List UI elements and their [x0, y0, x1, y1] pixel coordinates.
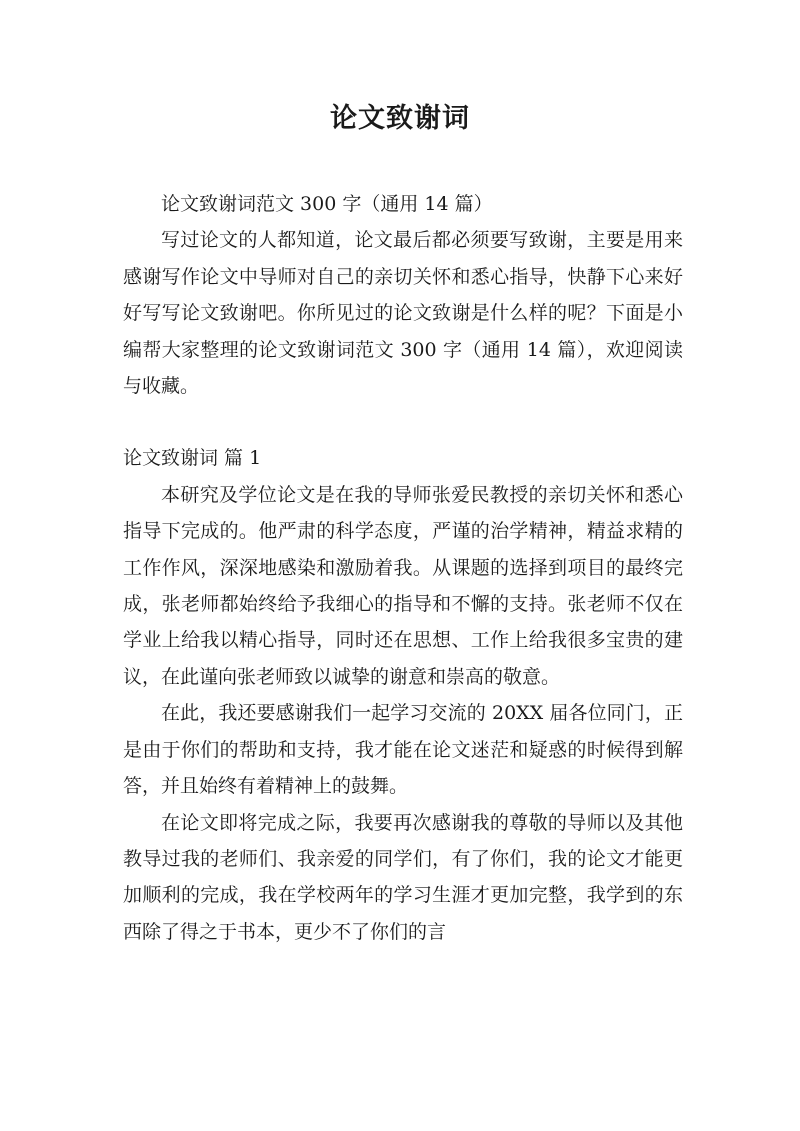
body-paragraph-1: 本研究及学位论文是在我的导师张爱民教授的亲切关怀和悉心指导下完成的。他严肃的科学态度，严谨的治学精神，精益求精的工作作风，深深地感染和激励着我。从课题的选择到项目的最终完成，张老师都始终给予我细心的指导和不懈的支持。张老师不仅在学业上给我以精心指导，同时还在思想、工作上给我很多宝贵的建议，在此谨向张老师致以诚挚的谢意和崇高的敬意。 [123, 483, 683, 688]
document-subtitle: 论文致谢词范文 300 字（通用 14 篇） [161, 193, 493, 215]
body-paragraph-3: 在论文即将完成之际，我要再次感谢我的尊敬的导师以及其他教导过我的老师们、我亲爱的同学们，有了你们，我的论文才能更加顺利的完成，我在学校两年的学习生涯才更加完整，我学到的东西除了得之于书本，更少不了你们的言 [123, 811, 683, 943]
intro-paragraph: 写过论文的人都知道，论文最后都必须要写致谢，主要是用来感谢写作论文中导师对自己的亲切关怀和悉心指导，快静下心来好好写写论文致谢吧。你所见过的论文致谢是什么样的呢？下面是小编帮大家整理的论文致谢词范文 300 字（通用 14 篇），欢迎阅读与收藏。 [123, 229, 683, 398]
section-spacer [123, 404, 683, 440]
document-body [123, 186, 683, 950]
section-heading: 论文致谢词 篇 1 [123, 447, 262, 470]
body-paragraph-2: 在此，我还要感谢我们一起学习交流的 20XX 届各位同门，正是由于你们的帮助和支持，我才能在论文迷茫和疑惑的时候得到解答，并且始终有着精神上的鼓舞。 [123, 702, 683, 798]
document-title: 论文致谢词 [330, 103, 470, 134]
